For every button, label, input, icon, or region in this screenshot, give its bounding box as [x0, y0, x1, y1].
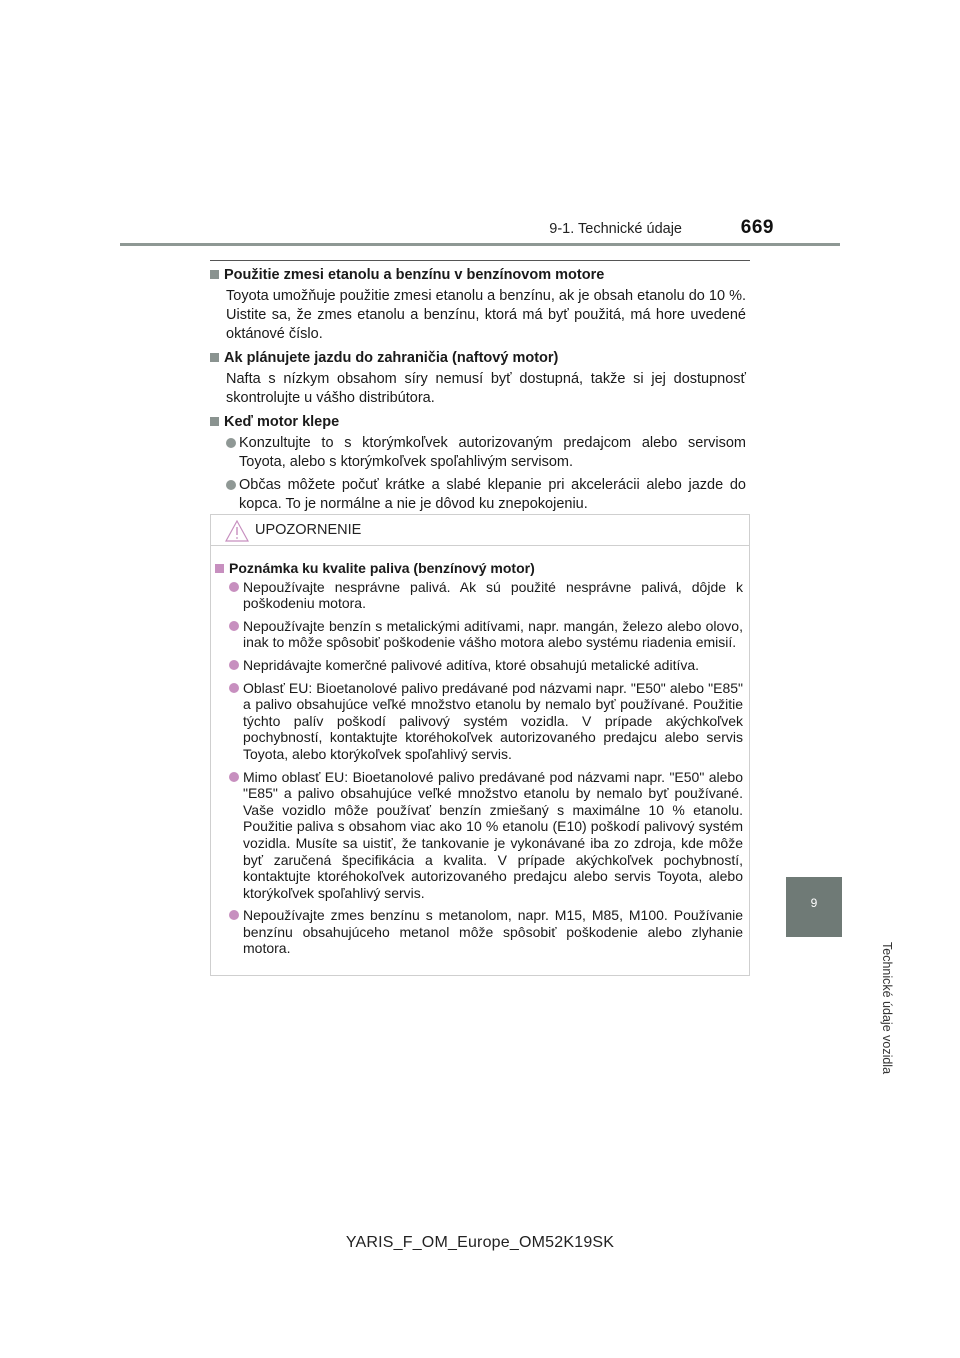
list-item-text: Oblasť EU: Bioetanolové palivo predávané pod názvami napr. "E50" alebo "E85" a palivo obsahujúce veľké množstvo etanolu by nemalo byť používané. Použitie týchto palív poškodí palivový systém vozidla. V prípade akýchkoľvek pochybností, kontaktujte ktoréhokoľvek autorizovaného predajcu alebo servis Toyota, alebo ktorýkoľvek spoľahlivý servis. — [243, 679, 743, 762]
section-heading — [210, 266, 746, 285]
list-item-text: Nepoužívajte benzín s metalickými aditívami, napr. mangán, železo alebo olovo, inak to môže spôsobiť poškodenie vášho motora alebo systému riadenia emisií. — [243, 617, 743, 651]
section-ethanol — [210, 266, 746, 344]
list-item-text: Občas môžete počuť krátke a slabé klepanie pri akcelerácii alebo jazde do kopca. To je normálne a nie je dôvod ku znepokojeniu. — [239, 477, 746, 512]
list-item — [226, 476, 746, 514]
section-knocking — [210, 413, 746, 514]
square-bullet-icon — [215, 564, 224, 573]
list-item-text: Konzultujte to s ktorýmkoľvek autorizovaným predajcom alebo servisom Toyota, alebo s ktorýmkoľvek spoľahlivým servisom. — [239, 435, 746, 470]
warning-box — [210, 514, 750, 976]
section-heading-text: Ak plánujete jazdu do zahraničia (naftový motor) — [224, 350, 559, 366]
section-paragraph: Nafta s nízkym obsahom síry nemusí byť dostupná, takže si jej dostupnosť skontrolujte u vášho distribútora. — [226, 371, 746, 406]
section-title: 9-1. Technické údaje — [549, 221, 682, 237]
warning-triangle-icon — [225, 520, 249, 542]
footer-doc-id: YARIS_F_OM_Europe_OM52K19SK — [345, 1234, 615, 1251]
section-heading-text: Keď motor klepe — [224, 414, 340, 430]
side-tab-number: 9 — [810, 896, 818, 910]
main-content — [210, 266, 746, 519]
section-abroad — [210, 349, 746, 408]
page-number: 669 — [740, 217, 774, 238]
square-bullet-icon — [210, 353, 219, 362]
header-rule — [120, 243, 840, 246]
section-paragraph: Toyota umožňuje použitie zmesi etanolu a benzínu, ak je obsah etanolu do 10 %. Uistite sa, že zmes etanolu a benzínu, ktorá má byť použitá, má hore uvedené oktánové číslo. — [226, 288, 746, 342]
side-tab-label-wrap — [786, 942, 894, 1102]
round-bullet-icon — [229, 621, 239, 631]
list-item — [229, 657, 743, 674]
list-item-text: Mimo oblasť EU: Bioetanolové palivo predávané pod názvami napr. "E50" alebo "E85" a palivo obsahujúce veľké množstvo etanolu by nemalo byť používané. Vaše vozidlo môže používať benzín zmiešaný s maximálne 10 % etanolu. Použitie paliva s obsahom viac ako 10 % etanolu (E10) poškodí palivový systém vozidla. Musíte sa uistiť, že tankovanie je vykonávané iba zo zdroja, kde môže byť zaručená špecifikácia a kvalita. V prípade akýchkoľvek pochybností, kontaktujte ktoréhokoľvek autorizovaného predajcu alebo servis Toyota, alebo ktorýkoľvek spoľahlivý servis. — [243, 768, 743, 901]
list-item — [229, 618, 743, 651]
list-item — [229, 907, 743, 957]
content-top-rule — [210, 260, 750, 261]
list-item-text: Nepridávajte komerčné palivové aditíva, ktoré obsahujú metalické aditíva. — [243, 656, 700, 673]
round-bullet-icon — [229, 582, 239, 592]
list-item-text: Nepoužívajte zmes benzínu s metanolom, napr. M15, M85, M100. Používanie benzínu obsahujúceho metanol môže spôsobiť poškodenie alebo zlyhanie motora. — [243, 907, 743, 957]
list-item — [229, 680, 743, 763]
round-bullet-icon — [229, 910, 239, 920]
warning-body — [211, 546, 749, 957]
section-heading-text: Použitie zmesi etanolu a benzínu v benzínovom motore — [224, 267, 605, 283]
round-bullet-icon — [229, 772, 239, 782]
warning-heading-text: Poznámka ku kvalite paliva (benzínový motor) — [229, 560, 535, 576]
warning-header — [211, 515, 749, 546]
round-bullet-icon — [226, 480, 236, 490]
warning-heading — [215, 560, 743, 577]
section-heading — [210, 349, 746, 368]
section-heading — [210, 413, 746, 432]
square-bullet-icon — [210, 270, 219, 279]
round-bullet-icon — [226, 438, 236, 448]
square-bullet-icon — [210, 417, 219, 426]
side-tab-label: Technické údaje vozidla — [880, 942, 894, 1075]
list-item — [229, 579, 743, 612]
round-bullet-icon — [229, 683, 239, 693]
list-item — [226, 434, 746, 472]
list-item-text: Nepoužívajte nesprávne palivá. Ak sú použité nesprávne palivá, dôjde k poškodeniu motora. — [243, 578, 743, 612]
warning-label: UPOZORNENIE — [255, 522, 362, 538]
round-bullet-icon — [229, 660, 239, 670]
list-item — [229, 769, 743, 902]
